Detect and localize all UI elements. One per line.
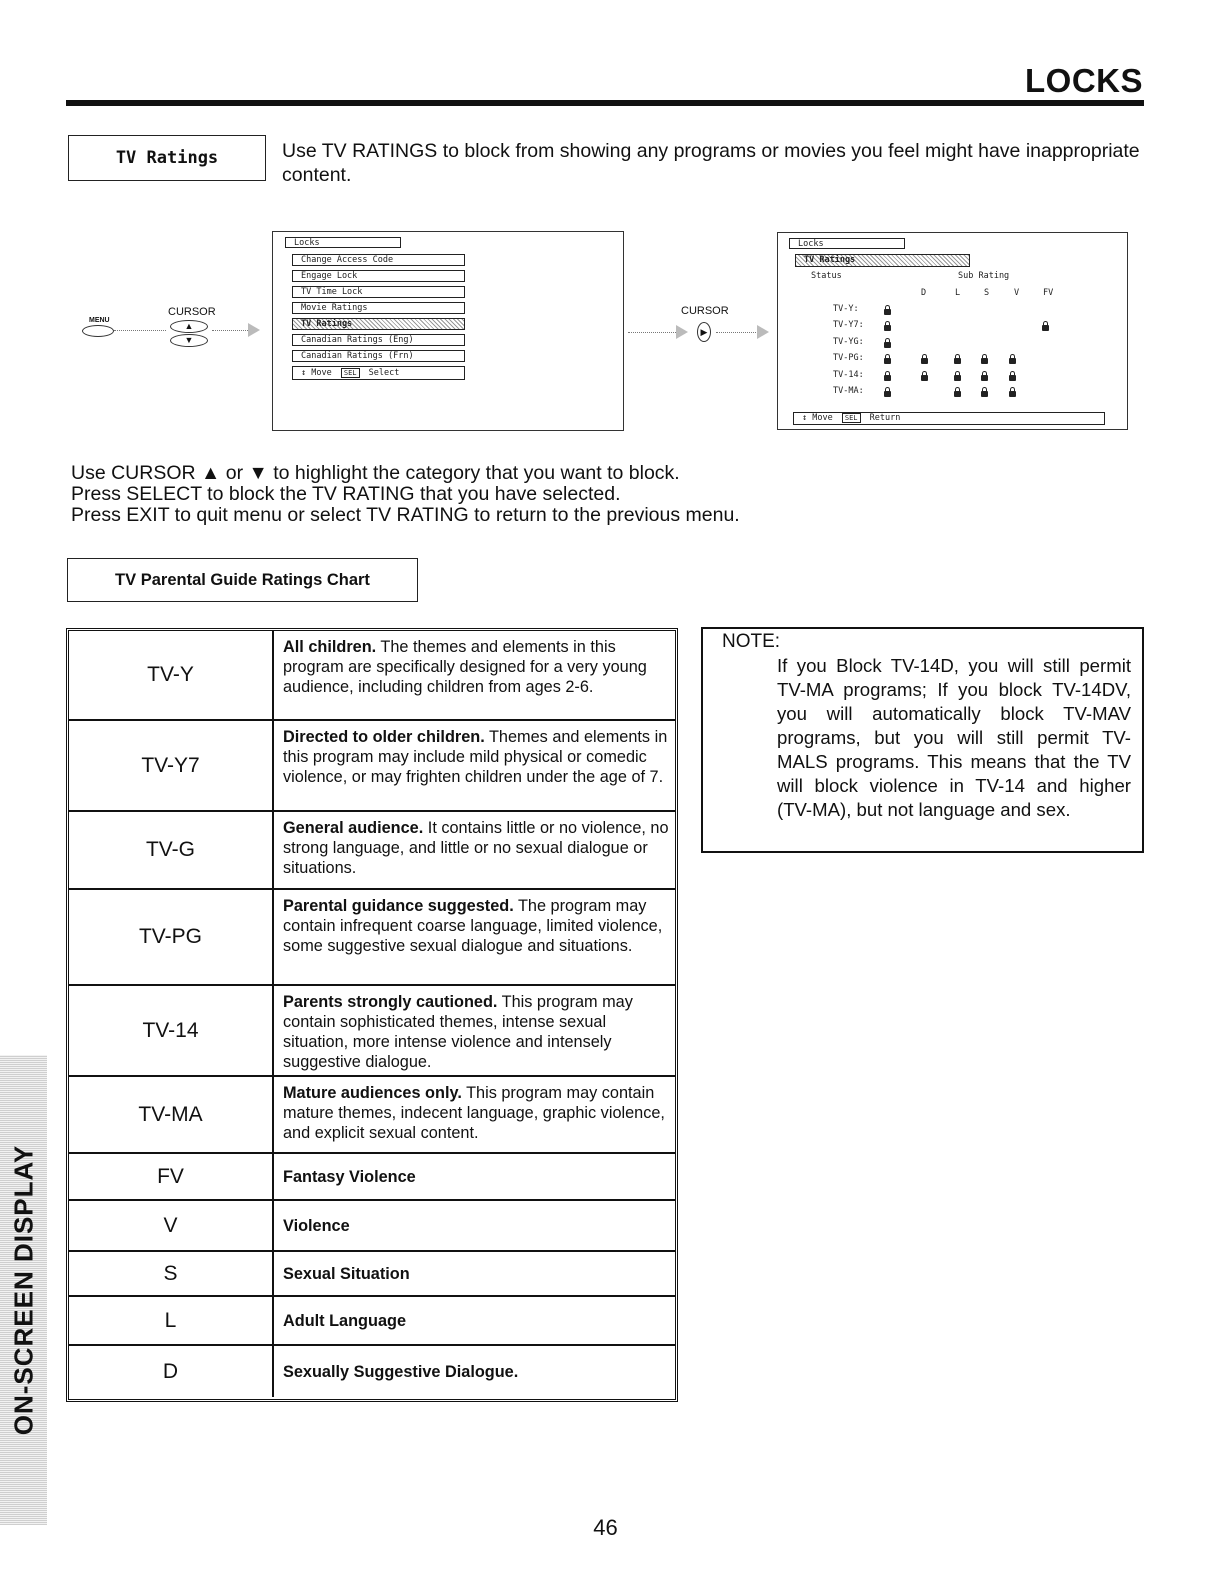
rating-description — [283, 1201, 671, 1250]
rating-title: Sexual Situation — [283, 1264, 410, 1283]
footer-move-label: Move — [812, 413, 833, 423]
rating-code: L — [69, 1297, 274, 1344]
menu-footer — [292, 366, 465, 380]
footer-action-label: Select — [368, 368, 400, 378]
rating-title: All children. — [283, 638, 377, 656]
menu-item[interactable] — [292, 318, 465, 330]
note-text: If you Block TV-14D, you will still permit TV-MA programs; If you block TV-14DV, you will automatically block TV-MAV programs, but you will still permit TV-MALS programs. This means that the TV will block violence in TV-14 and higher (TV-MA), but not language and sex. — [777, 655, 1131, 820]
arrow-right-icon — [757, 325, 769, 339]
rating-row — [69, 986, 675, 1077]
rating-code: TV-Y — [69, 631, 274, 719]
rating-text: This program may contain mature themes, indecent language, graphic violence, and explicit sexual content. — [283, 1084, 665, 1142]
menu-title — [789, 238, 905, 249]
arrow-right-icon — [676, 325, 688, 339]
side-tab — [0, 1055, 47, 1525]
rating-row — [69, 1346, 675, 1397]
rating-row — [69, 1077, 675, 1154]
rating-code: D — [69, 1346, 274, 1397]
footer-move-label: Move — [311, 368, 332, 378]
rating-description — [283, 1252, 671, 1295]
cursor-right-icon: ▶ — [697, 322, 711, 342]
rating-description — [283, 1083, 671, 1143]
menu-item[interactable] — [292, 302, 465, 314]
column-header: S — [984, 288, 990, 298]
menu-footer — [793, 412, 1105, 425]
footer-action-label: Return — [869, 413, 901, 423]
sel-key-icon: SEL — [842, 413, 861, 423]
menu-subtitle-label: TV Ratings — [804, 255, 856, 265]
rating-row-label[interactable]: TV-Y: — [833, 304, 859, 314]
locks-menu-screen — [272, 231, 624, 431]
cursor-down-icon: ▼ — [170, 334, 208, 347]
column-header: L — [955, 288, 961, 298]
rating-text: It contains little or no violence, no strong language, and little or no sexual dialogue or situations. — [283, 819, 669, 877]
menu-title-label: Locks — [294, 238, 320, 248]
move-icon: ↕ — [802, 413, 808, 423]
rating-row — [69, 1154, 675, 1201]
status-label: Status — [811, 271, 842, 281]
lock-icon[interactable] — [981, 375, 988, 381]
rating-row-label[interactable]: TV-14: — [833, 369, 864, 380]
chart-label: TV Parental Guide Ratings Chart — [67, 558, 418, 602]
move-icon: ↕ — [301, 368, 307, 378]
lock-icon[interactable] — [921, 358, 928, 364]
rating-row — [69, 1201, 675, 1252]
instruction-line: Use CURSOR ▲ or ▼ to highlight the category that you want to block. — [71, 462, 680, 484]
rating-row-label[interactable]: TV-PG: — [833, 353, 864, 364]
rating-description — [283, 1297, 671, 1344]
lock-icon[interactable] — [954, 391, 961, 397]
side-tab-label: ON-SCREEN DISPLAY — [8, 1144, 38, 1436]
menu-item-label: TV Time Lock — [301, 287, 363, 297]
lock-icon[interactable] — [884, 325, 891, 331]
rating-description — [283, 727, 671, 787]
lock-icon[interactable] — [981, 391, 988, 397]
lock-icon[interactable] — [954, 375, 961, 381]
rating-title: Directed to older children. — [283, 728, 485, 746]
menu-item[interactable] — [292, 350, 465, 362]
lock-icon[interactable] — [884, 342, 891, 348]
rating-description — [283, 818, 671, 878]
rating-code: V — [69, 1201, 274, 1250]
pointer-line — [628, 332, 680, 333]
rating-description — [283, 896, 671, 956]
menu-item-label: TV Ratings — [301, 319, 353, 329]
pointer-line — [716, 332, 758, 333]
menu-item[interactable] — [292, 286, 465, 298]
pointer-line — [212, 330, 248, 331]
note-heading: NOTE: — [722, 631, 781, 652]
lock-icon[interactable] — [1009, 375, 1016, 381]
menu-item-label: Change Access Code — [301, 255, 394, 265]
lock-icon[interactable] — [884, 358, 891, 364]
menu-item[interactable] — [292, 270, 465, 282]
rating-title: General audience. — [283, 819, 424, 837]
rating-text: This program may contain sophisticated themes, intense sexual situation, more intense violence and intensely suggestive dialogue. — [283, 993, 633, 1071]
menu-subtitle — [795, 254, 970, 267]
intro-text: Use TV RATINGS to block from showing any programs or movies you feel might have inappropriate content. — [282, 140, 1140, 186]
cursor-label: CURSOR — [681, 305, 729, 317]
instructions — [71, 463, 740, 526]
column-header: FV — [1043, 288, 1054, 298]
sel-key-icon: SEL — [341, 368, 360, 378]
menu-title-label: Locks — [798, 239, 824, 249]
rating-code: TV-Y7 — [69, 721, 274, 810]
menu-item-label: Engage Lock — [301, 271, 358, 281]
cursor-label: CURSOR — [168, 306, 216, 318]
rating-title: Fantasy Violence — [283, 1167, 416, 1186]
lock-icon[interactable] — [954, 358, 961, 364]
note-box — [701, 627, 1144, 853]
menu-item-label: Movie Ratings — [301, 303, 368, 313]
lock-icon[interactable] — [981, 358, 988, 364]
rating-text: The themes and elements in this program are specifically designed for a very young audience, including children from ages 2-6. — [283, 638, 647, 696]
rating-row — [69, 812, 675, 890]
menu-item-label: Canadian Ratings (Frn) — [301, 351, 414, 361]
column-header: D — [921, 288, 927, 298]
rating-title: Parents strongly cautioned. — [283, 993, 498, 1011]
rating-code: FV — [69, 1154, 274, 1199]
rating-row-label[interactable]: TV-Y7: — [833, 320, 864, 331]
rating-row — [69, 890, 675, 986]
rating-row — [69, 1252, 675, 1297]
rating-row-label[interactable]: TV-MA: — [833, 386, 864, 396]
lock-icon[interactable] — [884, 391, 891, 397]
pointer-line — [114, 330, 166, 331]
page-number: 46 — [593, 1515, 618, 1540]
rating-description — [283, 1154, 671, 1199]
tv-ratings-screen — [777, 232, 1128, 430]
rating-description — [283, 992, 671, 1072]
menu-item[interactable] — [292, 334, 465, 346]
rating-row — [69, 631, 675, 721]
rating-title: Adult Language — [283, 1311, 407, 1330]
instruction-line: Press EXIT to quit menu or select TV RATING to return to the previous menu. — [71, 504, 740, 526]
rating-text: Themes and elements in this program may include mild physical or comedic violence, or may frighten children under the age of 7. — [283, 728, 668, 786]
rating-code: TV-G — [69, 812, 274, 888]
lock-icon[interactable] — [1042, 325, 1049, 331]
rating-row — [69, 1297, 675, 1346]
rating-code: S — [69, 1252, 274, 1295]
tv-ratings-label: TV Ratings — [68, 135, 266, 181]
lock-icon[interactable] — [884, 375, 891, 381]
section-title: LOCKS — [1025, 62, 1143, 99]
instruction-line: Press SELECT to block the TV RATING that you have selected. — [71, 483, 621, 505]
rating-description — [283, 1346, 671, 1397]
rating-row-label[interactable]: TV-YG: — [833, 336, 864, 347]
rating-row — [69, 721, 675, 812]
header-rule — [66, 100, 1144, 106]
rating-code: TV-MA — [69, 1077, 274, 1152]
menu-label: MENU — [89, 317, 110, 324]
lock-icon[interactable] — [1009, 391, 1016, 397]
lock-icon[interactable] — [1009, 358, 1016, 364]
rating-title: Mature audiences only. — [283, 1084, 462, 1102]
menu-title — [285, 237, 401, 248]
cursor-up-icon: ▲ — [170, 320, 208, 333]
rating-code: TV-PG — [69, 890, 274, 984]
menu-item[interactable] — [292, 254, 465, 266]
rating-description — [283, 637, 671, 697]
lock-icon[interactable] — [921, 375, 928, 381]
sub-rating-label: Sub Rating — [958, 271, 1010, 281]
rating-text: The program may contain infrequent coarse language, limited violence, some suggestive sexual dialogue and situations. — [283, 897, 663, 955]
lock-icon[interactable] — [884, 309, 891, 315]
arrow-right-icon — [248, 323, 260, 337]
column-header: V — [1014, 288, 1020, 298]
rating-title: Parental guidance suggested. — [283, 897, 514, 915]
menu-item-label: Canadian Ratings (Eng) — [301, 335, 414, 345]
rating-title: Violence — [283, 1216, 350, 1235]
rating-code: TV-14 — [69, 986, 274, 1075]
rating-title: Sexually Suggestive Dialogue. — [283, 1362, 519, 1381]
ratings-table — [66, 628, 678, 1402]
